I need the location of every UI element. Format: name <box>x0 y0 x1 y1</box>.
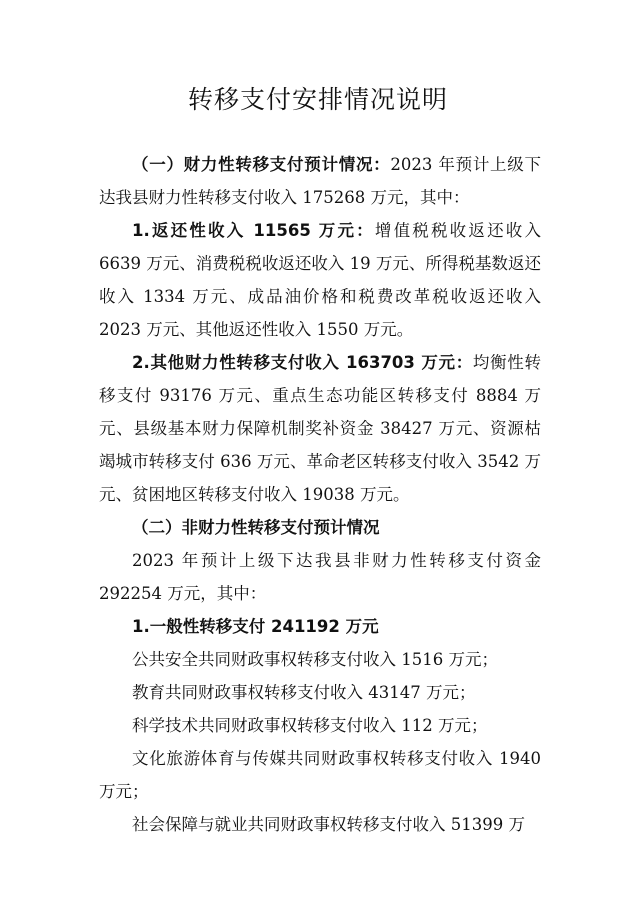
document-title: 转移支付安排情况说明 <box>187 85 448 114</box>
transfer-line-3: 科学技术共同财政事权转移支付收入 112 万元； <box>132 716 488 735</box>
item-1-2-heading: 2.其他财力性转移支付收入 163703 万元： <box>132 353 473 372</box>
transfer-line-4: 文化旅游体育与传媒共同财政事权转移支付收入 1940 万元； <box>99 749 541 801</box>
section-1-text: 2023 年预计上级下达我县财力性转移支付收入 175268 万元，其中： <box>99 155 541 207</box>
item-1-1-paragraph <box>99 214 541 346</box>
item-1-2-paragraph <box>99 346 541 511</box>
section-2-heading: （二）非财力性转移支付预计情况 <box>132 518 380 537</box>
section-1-paragraph <box>99 148 541 214</box>
item-2-1-heading: 1.一般性转移支付 241192 万元 <box>132 617 379 636</box>
item-1-1-heading: 1.返还性收入 11565 万元： <box>132 221 375 240</box>
transfer-line-1: 公共安全共同财政事权转移支付收入 1516 万元； <box>132 650 498 669</box>
item-1-2-text: 均衡性转移支付 93176 万元、重点生态功能区转移支付 8884 万元、县级基本财力保障机制奖补资金 38427 万元、资源枯竭城市转移支付 636 万元、革命老区转移支付收入 3542 万元、贫困地区转移支付收入 19038 万元。 <box>99 353 542 504</box>
section-1-heading: （一）财力性转移支付预计情况： <box>132 155 391 174</box>
section-2-text: 2023 年预计上级下达我县非财力性转移支付资金 292254 万元，其中： <box>99 551 541 603</box>
item-1-1-text: 增值税税收返还收入 6639 万元、消费税税收返还收入 19 万元、所得税基数返还收入 1334 万元、成品油价格和税费改革税收返还收入 2023 万元、其他返还性收入 1550 万元。 <box>99 221 541 339</box>
transfer-line-5: 社会保障与就业共同财政事权转移支付收入 51399 万 <box>132 815 525 834</box>
transfer-line-2: 教育共同财政事权转移支付收入 43147 万元； <box>132 683 476 702</box>
